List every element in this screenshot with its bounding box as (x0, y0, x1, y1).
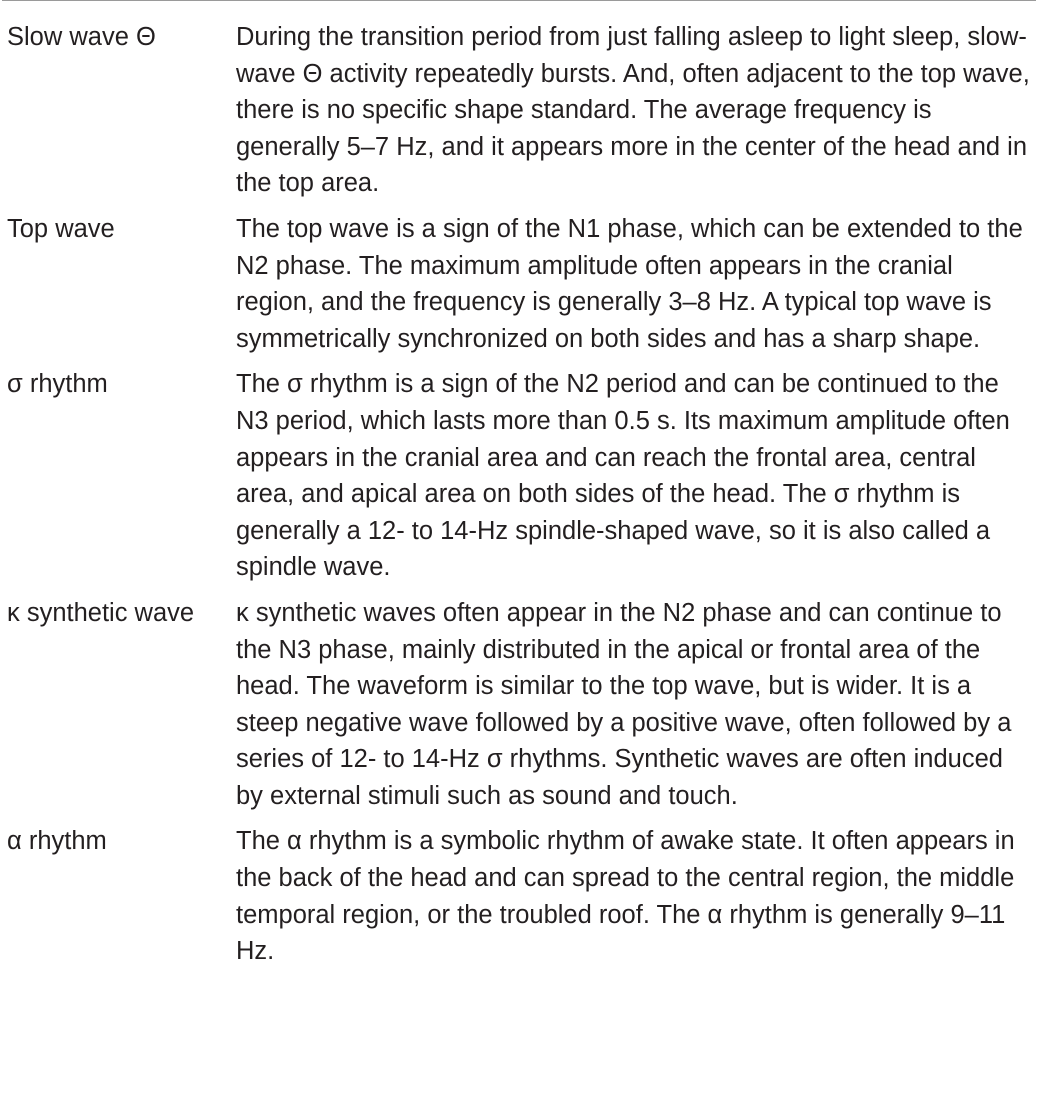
term-cell: κ synthetic wave (7, 598, 195, 627)
waveform-definitions-table (0, 1, 1040, 970)
table-row-slow-wave-theta (0, 1, 1040, 202)
description-cell: The top wave is a sign of the N1 phase, which can be extended to the N2 phase. The maximum amplitude often appears in the cranial region, and the frequency is generally 3–8 Hz. A typical top wave is symmetrically synchronized on both sides and has a sharp shape. (236, 214, 1023, 353)
description-cell: The σ rhythm is a sign of the N2 period and can be continued to the N3 period, which lasts more than 0.5 s. Its maximum amplitude often appears in the cranial area and can reach the frontal area, central area, and apical area on both sides of the head. The σ rhythm is generally a 12- to 14-Hz spindle-shaped wave, so it is also called a spindle wave. (236, 370, 1010, 582)
table-row-alpha-rhythm (0, 814, 1040, 969)
term-cell: σ rhythm (7, 370, 108, 399)
table-row-top-wave (0, 202, 1040, 357)
table-row-kappa-synthetic-wave (0, 586, 1040, 815)
description-cell: During the transition period from just falling asleep to light sleep, slow-wave Θ activity repeatedly bursts. And, often adjacent to the top wave, there is no specific shape standard. The average frequency is generally 5–7 Hz, and it appears more in the center of the head and in the top area. (236, 23, 1030, 198)
description-cell: κ synthetic waves often appear in the N2 phase and can continue to the N3 phase, mainly distributed in the apical or frontal area of the head. The waveform is similar to the top wave, but is wider. It is a steep negative wave followed by a positive wave, often followed by a series of 12- to 14-Hz σ rhythms. Synthetic waves are often induced by external stimuli such as sound and touch. (236, 598, 1012, 810)
term-cell: Top wave (7, 214, 115, 243)
term-cell: Slow wave Θ (7, 23, 156, 51)
description-cell: The α rhythm is a symbolic rhythm of awake state. It often appears in the back of the head and can spread to the central region, the middle temporal region, or the troubled roof. The α rhythm is generally 9–11 Hz. (236, 827, 1015, 966)
term-cell: α rhythm (7, 827, 107, 856)
table-row-sigma-rhythm (0, 357, 1040, 586)
